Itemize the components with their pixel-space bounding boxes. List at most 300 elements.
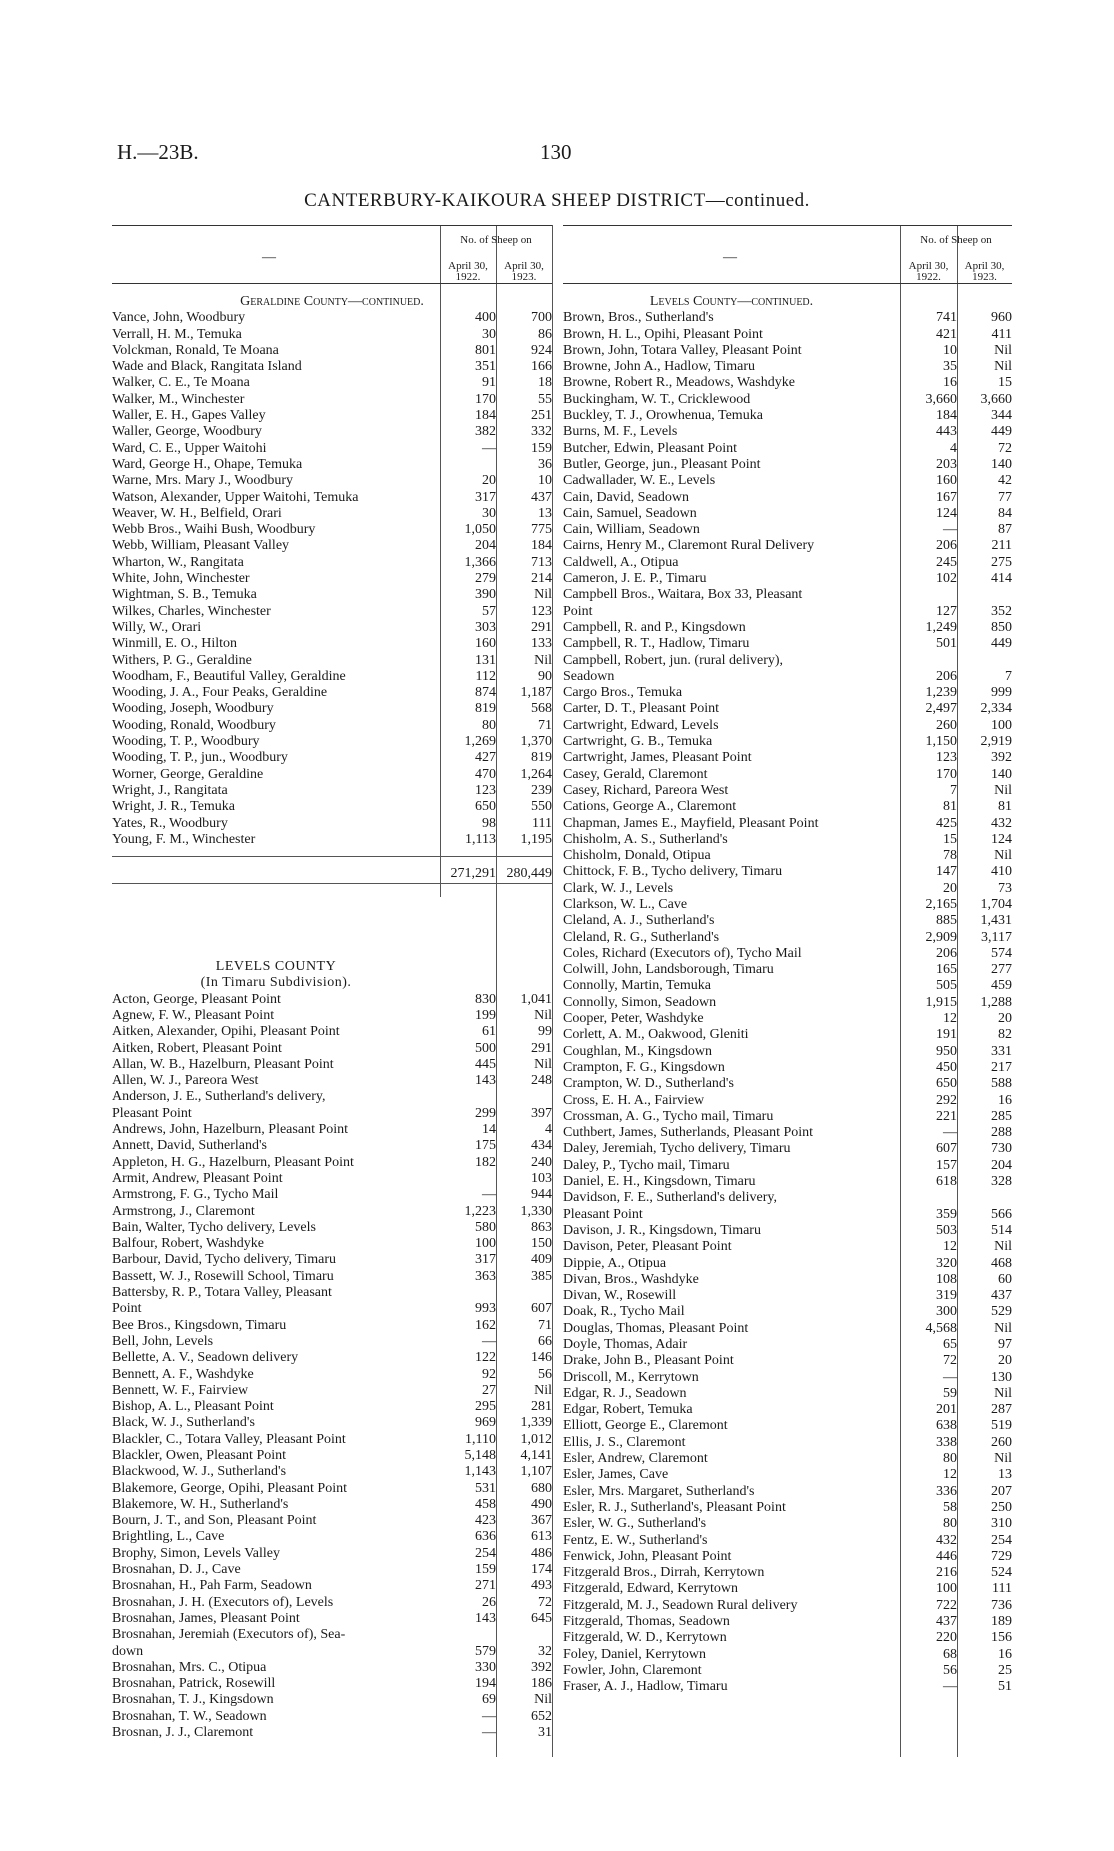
table-row xyxy=(563,522,1012,538)
holder-name: Casey, Richard, Pareora West xyxy=(563,782,729,798)
sheep-count-1922: 299 xyxy=(475,1105,496,1121)
header-col-1923: April 30, 1923. xyxy=(964,260,1005,283)
sheep-count-1922: 30 xyxy=(482,505,496,521)
table-row xyxy=(563,1190,1012,1206)
table-row xyxy=(563,734,1012,750)
sheep-count-1922: 303 xyxy=(475,619,496,635)
sheep-count-1923: 211 xyxy=(991,538,1012,554)
sheep-count-1923: Nil xyxy=(534,1382,553,1398)
sheep-count-1922: 650 xyxy=(475,799,496,815)
table-row xyxy=(112,1497,552,1513)
table-row xyxy=(563,1272,1012,1288)
sheep-count-1923: 490 xyxy=(531,1496,553,1512)
holder-name: Balfour, Robert, Washdyke xyxy=(112,1236,265,1252)
holder-name: Crampton, W. D., Sutherland's xyxy=(563,1076,734,1092)
holder-name: Cooper, Peter, Washdyke xyxy=(563,1011,704,1027)
sheep-count-1922: 636 xyxy=(475,1529,496,1545)
sheep-count-1923: 42 xyxy=(998,473,1012,489)
table-row xyxy=(112,718,552,734)
sheep-count-1923: Nil xyxy=(534,1056,553,1072)
levels-county-heading: LEVELS COUNTY xyxy=(215,959,337,975)
sheep-count-1923: 850 xyxy=(991,619,1012,635)
holder-name: Brown, Bros., Sutherland's xyxy=(563,310,714,326)
sheep-count-1923: 468 xyxy=(991,1255,1012,1271)
table-row xyxy=(112,441,552,457)
sheep-count-1922: — xyxy=(482,1187,496,1203)
holder-name: Cartwright, G. B., Temuka xyxy=(563,734,713,750)
sheep-count-1923: 863 xyxy=(531,1219,553,1235)
sheep-count-1923: 700 xyxy=(531,310,553,326)
table-row xyxy=(112,1089,552,1105)
holder-name: Armstrong, F. G., Tycho Mail xyxy=(112,1187,279,1203)
sheep-count-1922: 423 xyxy=(475,1513,496,1529)
holder-name: Daley, Jeremiah, Tycho delivery, Timaru xyxy=(563,1141,791,1157)
table-row xyxy=(563,1484,1012,1500)
holder-name: Butler, George, jun., Pleasant Point xyxy=(563,456,761,472)
sheep-count-1922: 65 xyxy=(943,1337,957,1352)
page-title: CANTERBURY-KAIKOURA SHEEP DISTRICT—continued. xyxy=(304,190,810,211)
holder-name: Blackwood, W. J., Sutherland's xyxy=(112,1464,287,1480)
sheep-count-1923: 367 xyxy=(531,1513,553,1529)
table-row xyxy=(563,1337,1012,1353)
sheep-count-1922: 206 xyxy=(936,538,957,554)
sheep-count-1922: 7 xyxy=(950,782,957,798)
sheep-count-1923: 1,370 xyxy=(520,734,553,750)
table-row xyxy=(112,1529,552,1545)
sheep-count-1923: Nil xyxy=(994,1451,1012,1467)
table-row xyxy=(563,1386,1012,1402)
sheep-count-1923: 254 xyxy=(991,1532,1012,1548)
sheep-count-1923: 51 xyxy=(998,1679,1012,1695)
sheep-count-1923: 103 xyxy=(531,1170,553,1186)
sheep-count-1922: 194 xyxy=(475,1676,496,1692)
table-row xyxy=(112,392,552,408)
holder-name: Divan, W., Rosewill xyxy=(563,1288,677,1304)
sheep-count-1923: 189 xyxy=(991,1614,1012,1630)
holder-name: Cartwright, Edward, Levels xyxy=(563,717,719,733)
column-rule xyxy=(552,225,553,1757)
sheep-count-1922: 458 xyxy=(475,1496,496,1512)
holder-name: Withers, P. G., Geraldine xyxy=(112,652,252,668)
table-row xyxy=(563,310,1012,326)
sheep-count-1922: 165 xyxy=(936,962,957,978)
sheep-count-1922: 722 xyxy=(936,1597,957,1613)
sheep-count-1922: 182 xyxy=(475,1154,496,1170)
sheep-count-1923: 250 xyxy=(991,1499,1012,1515)
sheep-count-1922: 57 xyxy=(482,603,496,619)
sheep-count-1922: 69 xyxy=(482,1692,496,1708)
sheep-count-1923: 529 xyxy=(991,1304,1012,1320)
table-row xyxy=(563,1549,1012,1565)
sheep-count-1922: 1,249 xyxy=(925,619,957,635)
table-row xyxy=(563,1516,1012,1532)
sheep-count-1922: 175 xyxy=(475,1138,496,1154)
sheep-count-1923: 414 xyxy=(991,571,1012,587)
sheep-count-1923: 60 xyxy=(998,1271,1012,1287)
table-row xyxy=(112,1399,552,1415)
sheep-count-1922: 102 xyxy=(936,571,957,587)
holder-name: Burns, M. F., Levels xyxy=(563,424,678,440)
holder-name: Coughlan, M., Kingsdown xyxy=(563,1043,712,1059)
sheep-count-1923: 652 xyxy=(531,1708,553,1724)
sheep-count-1923: 613 xyxy=(531,1529,553,1545)
table-row xyxy=(563,1598,1012,1614)
holder-name: Fitzgerald, M. J., Seadown Rural delivery xyxy=(563,1597,798,1613)
holder-name: Brosnahan, D. J., Cave xyxy=(112,1562,241,1578)
table-row xyxy=(112,992,552,1008)
sheep-count-1923: 493 xyxy=(531,1578,553,1594)
table-row xyxy=(563,506,1012,522)
table-row xyxy=(563,1402,1012,1418)
table-row xyxy=(563,1027,1012,1043)
sheep-count-1922: 501 xyxy=(936,636,957,652)
sheep-count-1922: 131 xyxy=(475,652,496,668)
sheep-count-1922: 160 xyxy=(936,473,957,489)
sheep-count-1922: 245 xyxy=(936,554,957,570)
sheep-count-1923: 1,431 xyxy=(980,913,1012,929)
holder-name: Wharton, W., Rangitata xyxy=(112,554,244,570)
sheep-count-1923: 285 xyxy=(991,1108,1012,1124)
holder-name: Wright, J. R., Temuka xyxy=(112,799,236,815)
sheep-count-1922: 317 xyxy=(475,489,496,505)
holder-name: Bennett, A. F., Washdyke xyxy=(112,1366,254,1382)
sheep-count-1922: 160 xyxy=(475,636,496,652)
sheep-count-1922: 254 xyxy=(475,1545,496,1561)
holder-name: Edgar, Robert, Temuka xyxy=(563,1402,693,1418)
holder-name-continuation: Seadown xyxy=(563,668,615,684)
table-row xyxy=(563,1467,1012,1483)
table-row xyxy=(563,571,1012,587)
sheep-count-1923: Nil xyxy=(534,587,553,603)
sheep-count-1923: 20 xyxy=(998,1011,1012,1027)
sheep-count-1923: 3,660 xyxy=(980,391,1012,407)
table-row xyxy=(112,653,552,669)
sheep-count-1923: 214 xyxy=(531,571,553,587)
table-row xyxy=(563,1533,1012,1549)
sheep-count-1922: 500 xyxy=(475,1040,496,1056)
sheep-count-1922: 143 xyxy=(475,1073,496,1089)
table-row xyxy=(563,1174,1012,1190)
sheep-count-1922: 531 xyxy=(475,1480,496,1496)
sheep-count-1922: 320 xyxy=(936,1255,957,1271)
sheep-count-1922: 432 xyxy=(936,1532,957,1548)
sheep-count-1922: 1,113 xyxy=(465,831,496,847)
sheep-count-1923: 566 xyxy=(991,1206,1012,1222)
holder-name: Walker, M., Winchester xyxy=(112,391,245,407)
holder-name: Blakemore, W. H., Sutherland's xyxy=(112,1496,289,1512)
table-row xyxy=(112,343,552,359)
table-row xyxy=(112,506,552,522)
left-table-header xyxy=(112,226,552,284)
table-row xyxy=(563,881,1012,897)
table-row xyxy=(563,1060,1012,1076)
table-row xyxy=(563,783,1012,799)
sheep-count-1922: 203 xyxy=(936,456,957,472)
holder-name: Aitken, Robert, Pleasant Point xyxy=(112,1040,282,1056)
sheep-count-1923: 437 xyxy=(991,1288,1012,1304)
holder-name: Cuthbert, James, Sutherlands, Pleasant Point xyxy=(563,1125,814,1141)
holder-name: Davison, J. R., Kingsdown, Timaru xyxy=(563,1222,761,1238)
sheep-count-1923: 645 xyxy=(531,1610,553,1626)
sheep-count-1923: 71 xyxy=(538,717,553,733)
holder-name: Dippie, A., Otipua xyxy=(563,1255,667,1271)
sheep-count-1922 xyxy=(440,457,496,473)
sheep-count-1922: 427 xyxy=(475,750,496,766)
table-row xyxy=(563,1679,1012,1695)
holder-name: Allan, W. B., Hazelburn, Pleasant Point xyxy=(112,1056,334,1072)
holder-name: Ward, C. E., Upper Waitohi xyxy=(112,440,267,456)
sheep-count-1923: 124 xyxy=(991,831,1012,847)
holder-name: Wooding, T. P., jun., Woodbury xyxy=(112,750,288,766)
holder-name: Douglas, Thomas, Pleasant Point xyxy=(563,1320,749,1336)
sheep-count-1922: — xyxy=(482,1333,496,1349)
sheep-count-1922: 220 xyxy=(936,1630,957,1646)
sheep-count-1923: 217 xyxy=(991,1059,1012,1075)
right-column xyxy=(563,225,1012,1696)
holder-name: Esler, Andrew, Claremont xyxy=(563,1451,708,1467)
holder-name: Armit, Andrew, Pleasant Point xyxy=(112,1170,283,1186)
table-row xyxy=(563,1158,1012,1174)
table-row xyxy=(112,1138,552,1154)
sheep-count-1922: 123 xyxy=(475,782,496,798)
sheep-count-1922: 191 xyxy=(936,1027,957,1043)
table-row xyxy=(563,1321,1012,1337)
sheep-count-1923: 251 xyxy=(531,408,553,424)
table-row xyxy=(563,685,1012,701)
table-row xyxy=(563,1125,1012,1141)
holder-name: Brosnahan, James, Pleasant Point xyxy=(112,1610,300,1626)
sheep-count-1923: 18 xyxy=(538,375,553,391)
holder-name: Woodham, F., Beautiful Valley, Geraldine xyxy=(112,668,346,684)
sheep-count-1923: Nil xyxy=(994,1385,1012,1401)
holder-name: Edgar, R. J., Seadown xyxy=(563,1385,687,1401)
sheep-count-1923: 72 xyxy=(998,440,1012,456)
table-row xyxy=(563,1370,1012,1386)
sheep-count-1922: 12 xyxy=(943,1239,957,1255)
holder-name: Wade and Black, Rangitata Island xyxy=(112,359,302,375)
sheep-count-1922: — xyxy=(482,1708,496,1724)
holder-name: Foley, Daniel, Kerrytown xyxy=(563,1646,706,1662)
holder-name: Brown, H. L., Opihi, Pleasant Point xyxy=(563,326,763,342)
sheep-count-1923: 25 xyxy=(998,1662,1012,1678)
holder-name: Fitzgerald, Thomas, Seadown xyxy=(563,1614,730,1630)
holder-name: Barbour, David, Tycho delivery, Timaru xyxy=(112,1252,336,1268)
holder-name: Brightling, L., Cave xyxy=(112,1529,225,1545)
table-row xyxy=(563,1011,1012,1027)
holder-name: Brosnahan, Mrs. C., Otipua xyxy=(112,1659,267,1675)
sheep-count-1922: 363 xyxy=(475,1268,496,1284)
holder-name: Brosnahan, Patrick, Rosewill xyxy=(112,1676,276,1692)
table-row xyxy=(563,1223,1012,1239)
sheep-count-1923: 2,919 xyxy=(980,734,1012,750)
sheep-count-1922: 216 xyxy=(936,1565,957,1581)
document-reference: H.—23B. xyxy=(117,140,199,164)
sheep-count-1923: 15 xyxy=(998,375,1012,391)
holder-name: Cain, David, Seadown xyxy=(563,489,689,505)
holder-name: Connolly, Simon, Seadown xyxy=(563,994,717,1010)
sheep-count-1923: 1,330 xyxy=(520,1203,553,1219)
table-row xyxy=(563,1451,1012,1467)
sheep-count-1922: 300 xyxy=(936,1304,957,1320)
sheep-count-1922: 618 xyxy=(936,1174,957,1190)
sheep-count-1923: 248 xyxy=(531,1073,553,1089)
sheep-count-1922: 1,143 xyxy=(464,1464,496,1480)
sheep-count-1923: 411 xyxy=(991,326,1012,342)
sheep-count-1923: 275 xyxy=(991,554,1012,570)
sheep-count-1923: 16 xyxy=(998,1092,1012,1108)
sheep-count-1922: 1,239 xyxy=(925,685,957,701)
holder-name: Esler, Mrs. Margaret, Sutherland's xyxy=(563,1483,755,1499)
holder-name: Appleton, H. G., Hazelburn, Pleasant Point xyxy=(112,1154,354,1170)
table-row xyxy=(112,1627,552,1643)
holder-name: Cross, E. H. A., Fairview xyxy=(563,1092,705,1108)
holder-name: Cameron, J. E. P., Timaru xyxy=(563,571,707,587)
table-row xyxy=(112,799,552,815)
sheep-count-1922: 12 xyxy=(943,1011,957,1027)
sheep-count-1923: 207 xyxy=(991,1483,1012,1499)
table-row xyxy=(563,1435,1012,1451)
sheep-count-1923: 71 xyxy=(538,1317,553,1333)
sheep-count-1923: 56 xyxy=(538,1366,553,1382)
table-row xyxy=(563,1304,1012,1320)
sheep-count-1922: 400 xyxy=(475,310,496,326)
table-row xyxy=(563,1288,1012,1304)
sheep-count-1922: 2,909 xyxy=(925,929,957,945)
table-row xyxy=(112,327,552,343)
sheep-count-1922: 443 xyxy=(936,424,957,440)
holder-name: Daniel, E. H., Kingsdown, Timaru xyxy=(563,1174,756,1190)
holder-name: Carter, D. T., Pleasant Point xyxy=(563,701,720,717)
table-row xyxy=(112,1676,552,1692)
table-row xyxy=(112,1481,552,1497)
sheep-count-1923: 434 xyxy=(531,1138,553,1154)
holder-name: Wooding, T. P., Woodbury xyxy=(112,734,260,750)
table-row xyxy=(563,1076,1012,1092)
holder-name: Cairns, Henry M., Claremont Rural Delivery xyxy=(563,538,815,554)
sheep-count-1923: Nil xyxy=(534,1007,553,1023)
table-row xyxy=(112,767,552,783)
sheep-count-1923: 409 xyxy=(531,1252,553,1268)
sheep-count-1922: 170 xyxy=(475,391,496,407)
sheep-count-1923: 288 xyxy=(991,1125,1012,1141)
sheep-count-1923: 90 xyxy=(538,668,553,684)
table-row xyxy=(563,767,1012,783)
left-table xyxy=(112,294,552,1741)
sheep-count-1923: 159 xyxy=(531,440,553,456)
sheep-count-1922: 4 xyxy=(950,440,957,456)
sheep-count-1923: 568 xyxy=(531,701,553,717)
sheep-count-1922: 741 xyxy=(936,310,957,326)
sheep-count-1923: 729 xyxy=(991,1548,1012,1564)
sheep-count-1922: 10 xyxy=(943,342,957,358)
table-row xyxy=(112,685,552,701)
sheep-count-1922: 157 xyxy=(936,1157,957,1173)
holder-name: Volckman, Ronald, Te Moana xyxy=(112,342,279,358)
table-row xyxy=(112,1252,552,1268)
table-row xyxy=(112,375,552,391)
sheep-count-1922: — xyxy=(943,1369,957,1385)
holder-name: Waller, E. H., Gapes Valley xyxy=(112,408,266,424)
sheep-count-1923: 514 xyxy=(991,1222,1012,1238)
sheep-count-1923: 72 xyxy=(538,1594,553,1610)
table-row xyxy=(112,424,552,440)
sheep-count-1923: 588 xyxy=(991,1076,1012,1092)
sheep-count-1922: 20 xyxy=(943,880,957,896)
sheep-count-1923: 924 xyxy=(531,342,553,358)
table-row xyxy=(112,1464,552,1480)
holder-name: Verrall, H. M., Temuka xyxy=(112,326,242,342)
sheep-count-1922: 819 xyxy=(475,701,496,717)
sheep-count-1922: — xyxy=(943,522,957,538)
holder-name: Campbell, R. and P., Kingsdown xyxy=(563,619,746,635)
holder-name: Young, F. M., Winchester xyxy=(112,831,256,847)
sheep-count-1923: 410 xyxy=(991,864,1012,880)
holder-name: Caldwell, A., Otipua xyxy=(563,554,679,570)
holder-name: Esler, W. G., Sutherland's xyxy=(563,1516,707,1532)
holder-name: Webb Bros., Waihi Bush, Woodbury xyxy=(112,522,316,538)
sheep-count-1922: 147 xyxy=(936,864,957,880)
holder-name: Battersby, R. P., Totara Valley, Pleasant xyxy=(112,1285,332,1301)
holder-name: Esler, James, Cave xyxy=(563,1467,669,1483)
table-row xyxy=(112,1041,552,1057)
table-row xyxy=(112,1334,552,1350)
table-row xyxy=(112,620,552,636)
holder-name: Cartwright, James, Pleasant Point xyxy=(563,750,752,766)
table-row xyxy=(112,1350,552,1366)
sheep-count-1922: 56 xyxy=(943,1662,957,1678)
sheep-count-1922: 446 xyxy=(936,1548,957,1564)
sheep-count-1922: 122 xyxy=(475,1350,496,1366)
sheep-count-1922: 4,568 xyxy=(925,1320,957,1336)
sheep-count-1923: 260 xyxy=(991,1434,1012,1450)
table-row xyxy=(112,636,552,652)
sheep-count-1922: 650 xyxy=(936,1076,957,1092)
holder-name: Wooding, Ronald, Woodbury xyxy=(112,717,276,733)
header-group-label: No. of Sheep on xyxy=(920,234,992,246)
table-row xyxy=(112,1546,552,1562)
sheep-count-1923: 184 xyxy=(531,538,553,554)
sheep-count-1922: 81 xyxy=(943,799,957,815)
sheep-count-1922: 638 xyxy=(936,1418,957,1434)
holder-name: Connolly, Martin, Temuka xyxy=(563,978,711,994)
table-row xyxy=(112,1318,552,1334)
holder-name: Annett, David, Sutherland's xyxy=(112,1138,267,1154)
sheep-count-1922: 1,269 xyxy=(464,734,496,750)
table-row xyxy=(563,1614,1012,1630)
sheep-count-1922: 1,366 xyxy=(464,554,496,570)
sheep-count-1922: 421 xyxy=(936,326,957,342)
table-row xyxy=(112,408,552,424)
holder-name: Bourn, J. T., and Son, Pleasant Point xyxy=(112,1513,317,1529)
sheep-count-1922: 330 xyxy=(475,1659,496,1675)
sheep-count-1922: 124 xyxy=(936,505,957,521)
sheep-count-1923: 680 xyxy=(531,1480,553,1496)
sheep-count-1922: 830 xyxy=(475,991,496,1007)
holder-name: Allen, W. J., Pareora West xyxy=(112,1073,259,1089)
sheep-count-1923: 432 xyxy=(991,815,1012,831)
holder-name: Bellette, A. V., Seadown delivery xyxy=(112,1350,299,1366)
sheep-count-1922: 221 xyxy=(936,1108,957,1124)
sheep-count-1923: 140 xyxy=(991,456,1012,472)
sheep-count-1922: 30 xyxy=(482,326,496,342)
holder-name: Driscoll, M., Kerrytown xyxy=(563,1369,699,1385)
sheep-count-1922: 206 xyxy=(936,668,957,684)
table-row xyxy=(563,1141,1012,1157)
table-row xyxy=(563,946,1012,962)
sheep-count-1923: 81 xyxy=(998,799,1012,815)
holder-name: Davidson, F. E., Sutherland's delivery, xyxy=(563,1190,777,1206)
sheep-count-1922: 61 xyxy=(482,1024,496,1040)
